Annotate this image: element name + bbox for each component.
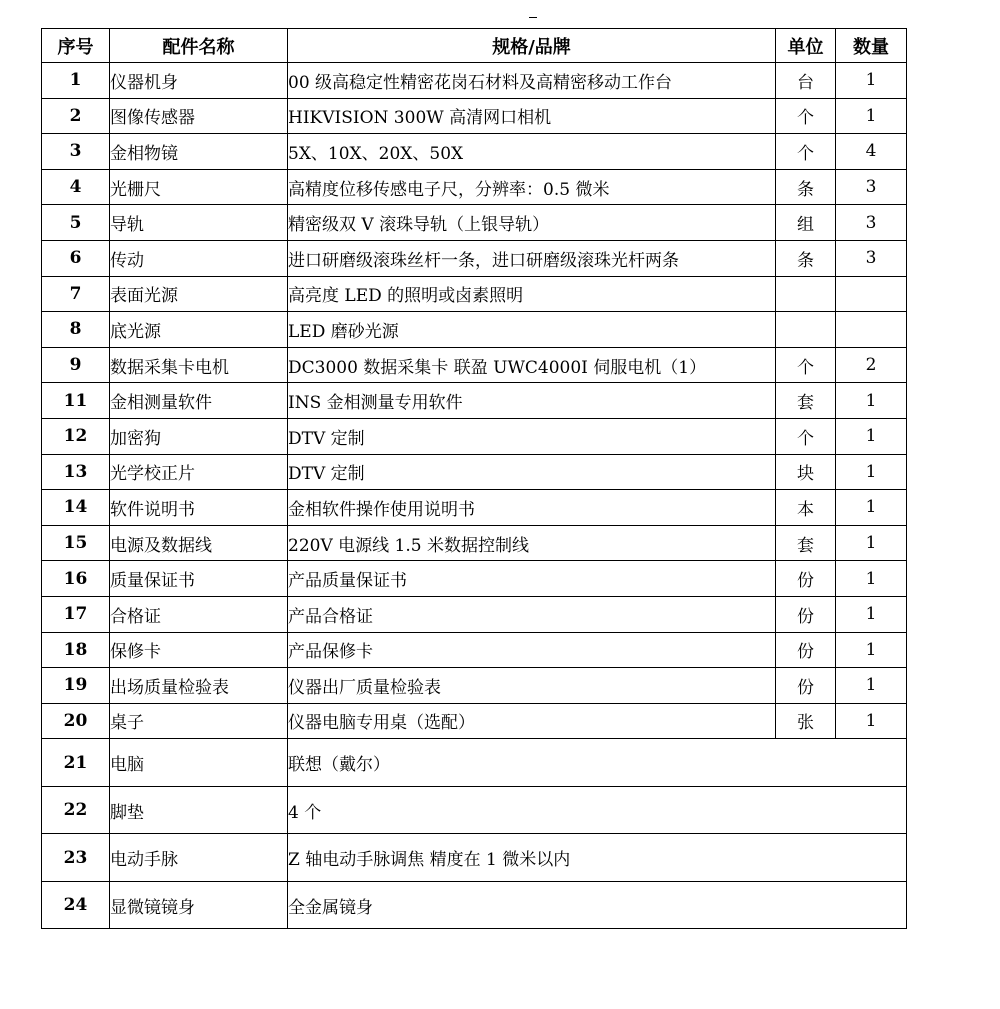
table-row (42, 703, 907, 739)
table-row (42, 786, 907, 834)
part-name: 桌子 (110, 703, 288, 739)
row-number: 5 (42, 205, 110, 241)
part-name: 底光源 (110, 312, 288, 348)
part-quantity: 1 (836, 418, 907, 454)
part-spec: 产品保修卡 (288, 632, 776, 668)
part-unit: 份 (776, 596, 836, 632)
part-name: 电源及数据线 (110, 525, 288, 561)
part-quantity: 1 (836, 632, 907, 668)
table-row (42, 63, 907, 99)
row-number: 9 (42, 347, 110, 383)
table-row (42, 739, 907, 787)
table-row (42, 668, 907, 704)
row-number: 4 (42, 169, 110, 205)
part-name: 出场质量检验表 (110, 668, 288, 704)
row-number: 18 (42, 632, 110, 668)
part-quantity: 3 (836, 169, 907, 205)
part-name: 金相物镜 (110, 134, 288, 170)
part-name: 电动手脉 (110, 834, 288, 882)
part-quantity: 1 (836, 561, 907, 597)
part-name: 光学校正片 (110, 454, 288, 490)
part-quantity: 2 (836, 347, 907, 383)
table-row (42, 98, 907, 134)
part-spec: 全金属镜身 (288, 881, 907, 929)
row-number: 17 (42, 596, 110, 632)
part-spec: 5X、10X、20X、50X (288, 134, 776, 170)
table-row (42, 596, 907, 632)
table-row (42, 454, 907, 490)
part-name: 金相测量软件 (110, 383, 288, 419)
part-unit (776, 312, 836, 348)
header-qty: 数量 (836, 29, 907, 63)
part-quantity: 1 (836, 383, 907, 419)
row-number: 11 (42, 383, 110, 419)
table-row (42, 347, 907, 383)
part-spec: DTV 定制 (288, 454, 776, 490)
part-name: 显微镜镜身 (110, 881, 288, 929)
part-name: 电脑 (110, 739, 288, 787)
row-number: 2 (42, 98, 110, 134)
part-spec: 220V 电源线 1.5 米数据控制线 (288, 525, 776, 561)
part-spec: Z 轴电动手脉调焦 精度在 1 微米以内 (288, 834, 907, 882)
part-spec: DC3000 数据采集卡 联盈 UWC4000I 伺服电机（1） (288, 347, 776, 383)
part-name: 质量保证书 (110, 561, 288, 597)
part-name: 软件说明书 (110, 490, 288, 526)
table-body (42, 63, 907, 929)
part-spec: 进口研磨级滚珠丝杆一条，进口研磨级滚珠光杆两条 (288, 240, 776, 276)
part-spec: DTV 定制 (288, 418, 776, 454)
header-unit: 单位 (776, 29, 836, 63)
part-unit: 个 (776, 98, 836, 134)
part-spec: 4 个 (288, 786, 907, 834)
part-spec: 联想（戴尔） (288, 739, 907, 787)
part-name: 传动 (110, 240, 288, 276)
row-number: 7 (42, 276, 110, 312)
part-name: 导轨 (110, 205, 288, 241)
row-number: 12 (42, 418, 110, 454)
part-spec: HIKVISION 300W 高清网口相机 (288, 98, 776, 134)
row-number: 14 (42, 490, 110, 526)
part-unit: 张 (776, 703, 836, 739)
table-row (42, 881, 907, 929)
part-spec: INS 金相测量专用软件 (288, 383, 776, 419)
part-quantity (836, 312, 907, 348)
table-row (42, 134, 907, 170)
part-quantity: 1 (836, 454, 907, 490)
part-quantity (836, 276, 907, 312)
row-number: 20 (42, 703, 110, 739)
row-number: 8 (42, 312, 110, 348)
part-quantity: 3 (836, 205, 907, 241)
table-row (42, 205, 907, 241)
part-name: 表面光源 (110, 276, 288, 312)
part-unit: 份 (776, 561, 836, 597)
table-row (42, 525, 907, 561)
part-name: 合格证 (110, 596, 288, 632)
part-name: 保修卡 (110, 632, 288, 668)
part-spec: 产品合格证 (288, 596, 776, 632)
part-quantity: 1 (836, 490, 907, 526)
part-name: 脚垫 (110, 786, 288, 834)
table-row (42, 169, 907, 205)
table-row (42, 834, 907, 882)
part-unit: 个 (776, 134, 836, 170)
table-row (42, 561, 907, 597)
table-row (42, 240, 907, 276)
row-number: 6 (42, 240, 110, 276)
part-spec: 00 级高稳定性精密花岗石材料及高精密移动工作台 (288, 63, 776, 99)
part-spec: 金相软件操作使用说明书 (288, 490, 776, 526)
page-mark (529, 17, 537, 18)
part-unit: 份 (776, 668, 836, 704)
part-unit (776, 276, 836, 312)
header-no: 序号 (42, 29, 110, 63)
table-row (42, 312, 907, 348)
part-quantity: 1 (836, 668, 907, 704)
header-name: 配件名称 (110, 29, 288, 63)
parts-list-table (41, 28, 907, 929)
part-name: 光栅尺 (110, 169, 288, 205)
row-number: 21 (42, 739, 110, 787)
part-unit: 条 (776, 240, 836, 276)
row-number: 15 (42, 525, 110, 561)
part-unit: 块 (776, 454, 836, 490)
part-spec: 高精度位移传感电子尺，分辨率：0.5 微米 (288, 169, 776, 205)
table-header-row (42, 29, 907, 63)
part-spec: 产品质量保证书 (288, 561, 776, 597)
row-number: 19 (42, 668, 110, 704)
header-spec: 规格/品牌 (288, 29, 776, 63)
part-quantity: 1 (836, 525, 907, 561)
row-number: 1 (42, 63, 110, 99)
part-unit: 条 (776, 169, 836, 205)
table-row (42, 383, 907, 419)
part-unit: 个 (776, 347, 836, 383)
part-unit: 套 (776, 525, 836, 561)
row-number: 13 (42, 454, 110, 490)
part-quantity: 1 (836, 98, 907, 134)
part-unit: 组 (776, 205, 836, 241)
part-unit: 个 (776, 418, 836, 454)
part-quantity: 1 (836, 596, 907, 632)
table-row (42, 632, 907, 668)
part-name: 加密狗 (110, 418, 288, 454)
row-number: 22 (42, 786, 110, 834)
part-name: 仪器机身 (110, 63, 288, 99)
part-name: 图像传感器 (110, 98, 288, 134)
part-name: 数据采集卡电机 (110, 347, 288, 383)
table-row (42, 490, 907, 526)
row-number: 24 (42, 881, 110, 929)
part-unit: 套 (776, 383, 836, 419)
part-quantity: 1 (836, 703, 907, 739)
table-row (42, 276, 907, 312)
part-unit: 本 (776, 490, 836, 526)
part-unit: 台 (776, 63, 836, 99)
part-quantity: 4 (836, 134, 907, 170)
row-number: 23 (42, 834, 110, 882)
part-spec: 仪器电脑专用桌（选配） (288, 703, 776, 739)
part-spec: 高亮度 LED 的照明或卤素照明 (288, 276, 776, 312)
part-unit: 份 (776, 632, 836, 668)
row-number: 3 (42, 134, 110, 170)
part-quantity: 3 (836, 240, 907, 276)
table-row (42, 418, 907, 454)
part-spec: LED 磨砂光源 (288, 312, 776, 348)
row-number: 16 (42, 561, 110, 597)
part-spec: 仪器出厂质量检验表 (288, 668, 776, 704)
part-quantity: 1 (836, 63, 907, 99)
part-spec: 精密级双 V 滚珠导轨（上银导轨） (288, 205, 776, 241)
